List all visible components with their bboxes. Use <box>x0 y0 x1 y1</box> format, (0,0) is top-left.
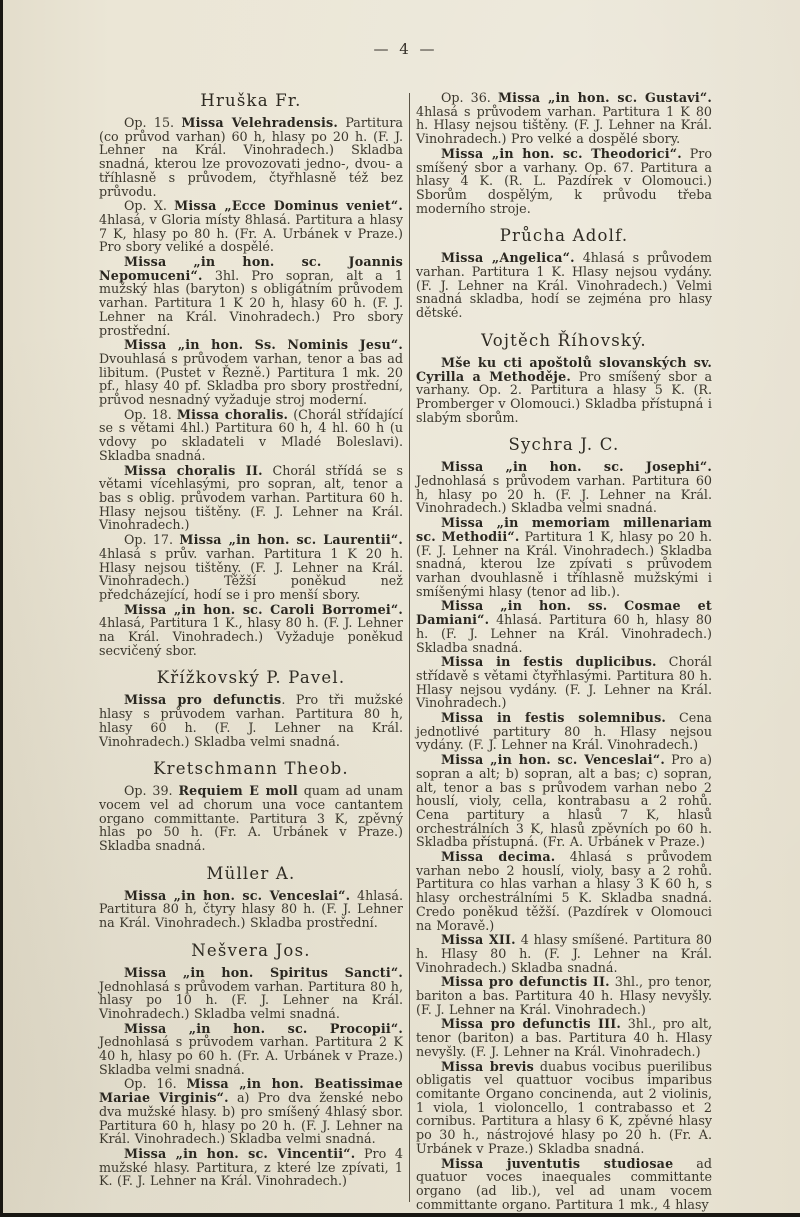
composer-heading: Průcha Adolf. <box>499 226 629 246</box>
catalog-entry: Missa pro defunctis III. 3hl., pro alt, tenor (bariton) a bas. Partitura 40 h. Hlasy nevyšly. (F. J. Lehner na Král. Vinohradech.) <box>416 1016 713 1059</box>
scan-edge-bottom <box>0 1213 800 1217</box>
work-title: Missa in festis solemnibus. <box>441 710 667 726</box>
work-title: Missa brevis <box>441 1058 535 1074</box>
work-title: Missa „Ecce Dominus veniet“. <box>174 198 403 214</box>
composer-heading: Nešvera Jos. <box>191 940 311 960</box>
catalog-entry: Missa „in memoriam millenariam sc. Methodii“. Partitura 1 K, hlasy po 20 h. (F. J. Lehner na Král. Vinohradech.) Skladba snadná, kterou lze zpívati s průvodem varhan dvouhlasně i tříhlasně mužskými i smíšenými hlasy (tenor ad lib.). <box>416 515 712 599</box>
catalog-entry: Missa „in hon. sc. Venceslai“. 4hlasá. Partitura 80 h, čtyry hlasy 80 h. (F. J. Lehner na Král. Vinohradech.) Skladba prostřední. <box>99 887 403 931</box>
work-title: Missa choralis II. <box>124 462 263 478</box>
catalog-entry: Missa „in hon. sc. Josephi“. Jednohlasá s průvodem varhan. Partitura 60 h, hlasy po 20 h. (F. J. Lehner na Král. Vinohradech.) Skladba velmi snadná. <box>416 459 712 516</box>
work-title: Missa pro defunctis II. <box>441 974 610 990</box>
page-columns <box>99 91 712 1212</box>
catalog-entry: Op. 15. Missa Velehradensis. Partitura (co průvod varhan) 60 h, hlasy po 20 h. (F. J. Lehner na Král. Vinohradech.) Skladba snadná, kterou lze provozovati jedno-, dvou- a tříhlasně s průvodem, čtyřhlasně též bez průvodu. <box>99 115 403 199</box>
work-title: Missa „in hon. sc. Laurentii“. <box>179 532 403 548</box>
composer-heading: Sychra J. C. <box>508 435 620 455</box>
work-title: Missa „in hon. Spiritus Sancti“. <box>124 964 403 980</box>
column-right <box>416 91 712 1212</box>
work-title: Missa in festis duplicibus. <box>441 654 657 670</box>
composer-heading: Vojtěch Říhovský. <box>481 330 647 350</box>
column-left <box>99 91 403 1212</box>
catalog-entry: Op. X. Missa „Ecce Dominus veniet“. 4hlasá, v Gloria místy 8hlasá. Partitura a hlasy 7 K, hlasy po 80 h. (Fr. A. Urbánek v Praze.) Pro sbory veliké a dospělé. <box>99 198 403 255</box>
work-title: Missa „in hon. sc. Venceslai“. <box>124 887 351 903</box>
catalog-entry: Missa „in hon. sc. Procopii“. Jednohlasá s průvodem varhan. Partitura 2 K 40 h, hlasy po 60 h. (Fr. A. Urbánek v Praze.) Skladba velmi snadná. <box>99 1020 403 1077</box>
column-divider <box>409 93 410 1202</box>
catalog-entry: Missa pro defunctis II. 3hl., pro tenor, bariton a bas. Partitura 40 h. Hlasy nevyšly. (F. J. Lehner na Král. Vinohradech.) <box>416 974 712 1017</box>
catalog-entry: Missa pro defunctis. Pro tři mužské hlasy s průvodem varhan. Partitura 80 h, hlasy 60 h. (F. J. Lehner na Král. Vinohradech.) Skladba velmi snadná. <box>99 692 403 749</box>
document-page <box>99 0 712 1212</box>
catalog-entry: Missa choralis II. Chorál střídá se s větami vícehlasými, pro sopran, alt, tenor a bas s oblig. průvodem varhan. Partitura 60 h. Hlasy nejsou tištěny. (F. J. Lehner na Král. Vinohradech.) <box>99 462 403 533</box>
catalog-entry: Op. 39. Requiem E moll quam ad unam vocem vel ad chorum una voce cantantem organo committante. Partitura 3 K, zpěvný hlas po 50 h. (Fr. A. Urbánek v Praze.) Skladba snadná. <box>99 783 403 854</box>
composer-heading: Kretschmann Theob. <box>153 759 349 779</box>
catalog-entry: Missa „in hon. sc. Vincentii“. Pro 4 mužské hlasy. Partitura, z které lze zpívati, 1 K. (F. J. Lehner na Král. Vinohradech.) <box>99 1146 403 1189</box>
work-title: Missa XII. <box>441 932 516 948</box>
catalog-entry: Missa „in hon. sc. Venceslai“. Pro a) sopran a alt; b) sopran, alt a bas; c) sopran, alt, tenor a bas s průvodem varhan nebo 2 houslí, violy, cella, kontrabasu a 2 rohů. Cena partitury a hlasů 7 K, hlasů orchestrálních 3 K, hlasů zpěvních po 60 h. Skladba přístupná. (Fr. A. Urbánek v Praze.) <box>416 752 712 850</box>
work-title: Missa „Angelica“. <box>441 250 575 266</box>
catalog-entry: Missa „in hon. Ss. Nominis Jesu“. Dvouhlasá s průvodem varhan, tenor a bas ad libitum. (Pustet v Řezně.) Partitura 1 mk. 20 pf., hlasy 40 pf. Skladba pro sbory prostřední, průvod nesnadný vyžaduje stroj moderní. <box>99 337 403 408</box>
catalog-entry: Missa in festis solemnibus. Cena jednotlivé partitury 80 h. Hlasy nejsou vydány. (F. J. Lehner na Král. Vinohradech.) <box>416 710 712 753</box>
catalog-entry: Op. 36. Missa „in hon. sc. Gustavi“. 4hlasá s průvodem varhan. Partitura 1 K 80 h. Hlasy nejsou tištěny. (F. J. Lehner na Král. Vinohradech.) Pro velké a dospělé sbory. <box>416 90 712 147</box>
work-title: Mše ku cti apoštolů slovanských sv. Cyrilla a Methoděje. <box>416 354 712 384</box>
catalog-entry: Missa brevis duabus vocibus puerilibus obligatis vel quattuor vocibus imparibus comitante Organo concinenda, aut 2 violinis, 1 viola, 1 violoncello, 1 contrabasso et 2 cornibus. Partitura a hlasy 6 K, zpěvné hlasy po 30 h., nástrojové hlasy po 20 h. (Fr. A. Urbánek v Praze.) Skladba snadná. <box>416 1058 712 1156</box>
work-title: Missa „in hon. sc. Venceslai“. <box>441 752 665 768</box>
work-title: Missa decima. <box>441 849 556 865</box>
work-title: Missa „in hon. sc. Theodorici“. <box>441 145 682 161</box>
catalog-entry: Op. 16. Missa „in hon. Beatissimae Mariae Virginis“. a) Pro dva ženské nebo dva mužské hlasy. b) pro smíšený 4hlasý sbor. Partitura 60 h, hlasy po 20 h. (F. J. Lehner na Král. Vinohradech.) Skladba velmi snadná. <box>99 1076 403 1147</box>
catalog-entry: Missa XII. 4 hlasy smíšené. Partitura 80 h. Hlasy 80 h. (F. J. Lehner na Král. Vinohradech.) Skladba snadná. <box>416 932 712 975</box>
work-title: Missa „in hon. sc. Gustavi“. <box>497 90 712 105</box>
work-title: Missa „in hon. sc. Joannis Nepomuceni“. <box>99 254 403 283</box>
work-title: Missa „in hon. Ss. Nominis Jesu“. <box>124 337 403 353</box>
catalog-entry: Missa decima. 4hlasá s průvodem varhan nebo 2 houslí, violy, basy a 2 rohů. Partitura co hlas varhan a hlasy 3 K 60 h, s hlasy orchestrálními 5 K. Skladba snadná. Credo poněkud těžší. (Pazdírek v Olomouci na Moravě.) <box>416 849 712 933</box>
composer-heading: Hruška Fr. <box>200 91 302 110</box>
catalog-entry: Missa „Angelica“. 4hlasá s průvodem varhan. Partitura 1 K. Hlasy nejsou vydány. (F. J. Lehner na Král. Vinohradech.) Velmi snadná skladba, hodí se zejména pro hlasy dětské. <box>416 250 712 321</box>
work-title: Missa „in hon. sc. Josephi“. <box>441 459 712 475</box>
page-number: — 4 — <box>373 40 438 58</box>
work-title: Missa juventutis studiosae <box>441 1155 674 1171</box>
work-title: Missa „in hon. sc. Caroli Borromei“. <box>124 601 403 617</box>
work-title: Missa „in hon. Beatissimae Mariae Virginis“. <box>99 1076 403 1106</box>
catalog-entry: Op. 18. Missa choralis. (Chorál střídající se s větami 4hl.) Partitura 60 h, 4 hl. 60 h (u vdovy po skladateli v Mladé Boleslavi). Skladba snadná. <box>99 406 403 463</box>
work-title: Missa pro defunctis III. <box>441 1016 622 1032</box>
work-title: Missa Velehradensis. <box>181 115 338 130</box>
catalog-entry: Missa „in hon. Spiritus Sancti“. Jednohlasá s průvodem varhan. Partitura 80 h, hlasy po 10 h. (F. J. Lehner na Král. Vinohradech.) Skladba velmi snadná. <box>99 964 403 1021</box>
composer-heading: Müller A. <box>206 863 296 883</box>
catalog-entry: Missa „in hon. ss. Cosmae et Damiani“. 4hlasá. Partitura 60 h, hlasy 80 h. (F. J. Lehner na Král. Vinohradech.) Skladba snadná. <box>416 598 712 655</box>
scan-edge-left <box>0 0 3 1217</box>
work-title: Missa „in hon. sc. Vincentii“. <box>124 1146 356 1161</box>
catalog-entry: Missa juventutis studiosae ad quatuor voces inaequales committante organo (ad lib.), vel ad unam vocem committante organo. Partitura 1 mk., 4 hlasy <box>416 1155 712 1212</box>
work-title: Missa pro defunctis <box>124 692 282 708</box>
work-title: Missa choralis. <box>176 406 289 422</box>
composer-heading: Křížkovský P. Pavel. <box>156 668 346 688</box>
catalog-entry: Missa in festis duplicibus. Chorál střídavě s větami čtyřhlasými. Partitura 80 h. Hlasy nejsou vydány. (F. J. Lehner na Král. Vinohradech.) <box>416 654 712 711</box>
work-title: Missa „in hon. ss. Cosmae et Damiani“. <box>416 598 712 628</box>
catalog-entry: Missa „in hon. sc. Theodorici“. Pro smíšený sbor a varhany. Op. 67. Partitura a hlasy 4 K. (R. L. Pazdírek v Olomouci.) Sborům dospělým, k průvodu třeba moderního stroje. <box>416 145 712 216</box>
work-title: Requiem E moll <box>178 783 298 799</box>
work-title: Missa „in memoriam millenariam sc. Methodii“. <box>416 515 712 544</box>
catalog-entry: Missa „in hon. sc. Caroli Borromei“. 4hlasá, Partitura 1 K., hlasy 80 h. (F. J. Lehner na Král. Vinohradech.) Vyžaduje poněkud secvičený sbor. <box>99 601 403 658</box>
catalog-entry: Missa „in hon. sc. Joannis Nepomuceni“. 3hl. Pro sopran, alt a 1 mužský hlas (baryton) s obligátním průvodem varhan. Partitura 1 K 20 h, hlasy 60 h. (F. J. Lehner na Král. Vinohradech.) Pro sbory prostřední. <box>99 254 403 338</box>
catalog-entry: Mše ku cti apoštolů slovanských sv. Cyrilla a Methoděje. Pro smíšený sbor a varhany. Op. 2. Partitura a hlasy 5 K. (R. Promberger v Olomouci.) Skladba přístupná i slabým sborům. <box>416 354 713 425</box>
work-title: Missa „in hon. sc. Procopii“. <box>124 1020 403 1036</box>
catalog-entry: Op. 17. Missa „in hon. sc. Laurentii“. 4hlasá s prův. varhan. Partitura 1 K 20 h. Hlasy nejsou tištěny. (F. J. Lehner na Král. Vinohradech.) Těžší poněkud než předcházející, hodí se i pro menší sbory. <box>99 532 403 602</box>
